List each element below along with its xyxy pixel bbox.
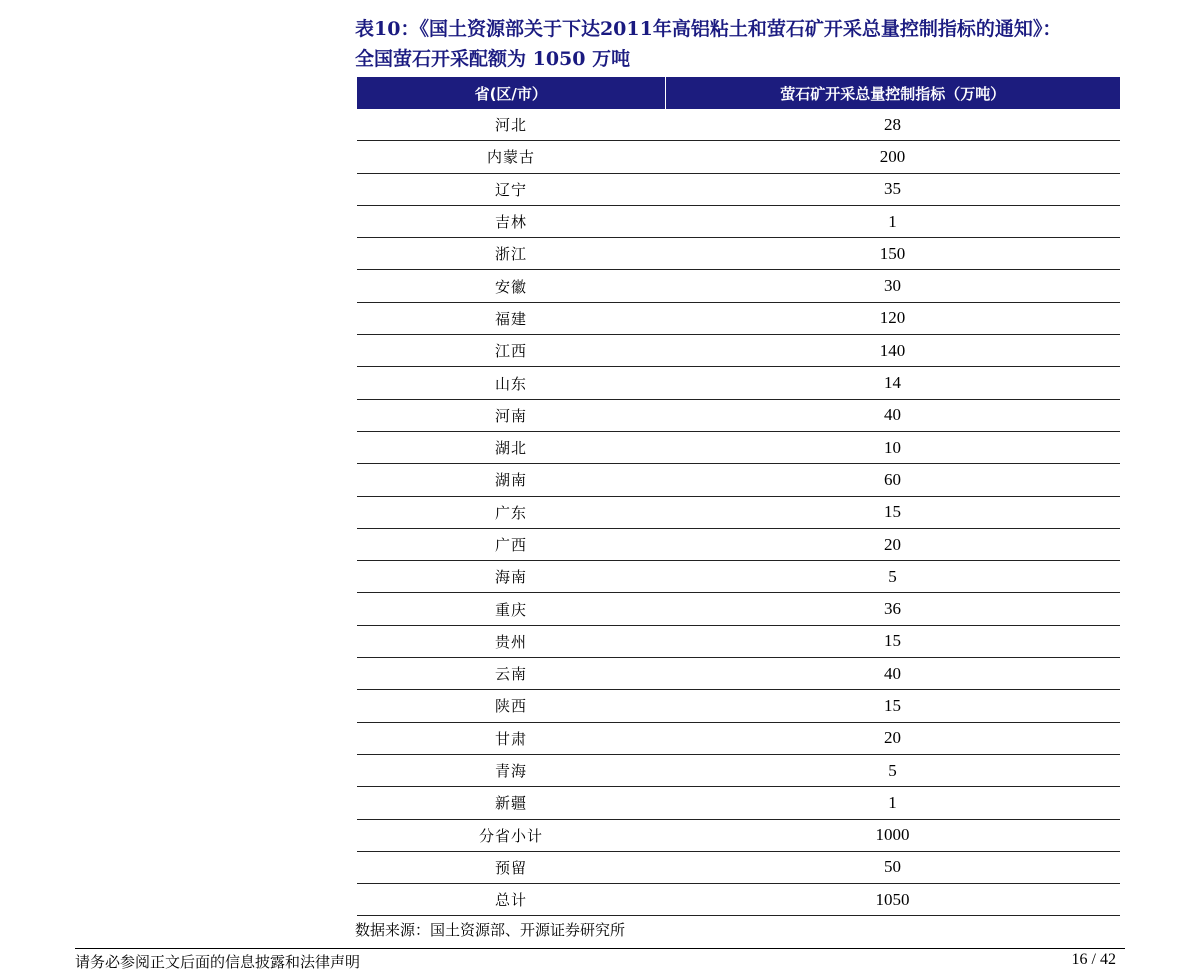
- quota-value-cell: 36: [665, 593, 1120, 625]
- quota-value-cell: 40: [665, 658, 1120, 690]
- table-row: [357, 173, 1120, 205]
- quota-table-container: [357, 77, 1120, 916]
- province-cell: 辽宁: [357, 173, 665, 205]
- table-row: [357, 528, 1120, 560]
- header-quota: 萤石矿开采总量控制指标（万吨）: [665, 77, 1120, 109]
- table-row: [357, 722, 1120, 754]
- quota-value-cell: 10: [665, 431, 1120, 463]
- province-cell: 广西: [357, 528, 665, 560]
- province-cell: 云南: [357, 658, 665, 690]
- table-row: [357, 658, 1120, 690]
- quota-value-cell: 15: [665, 690, 1120, 722]
- caption-line-2: 全国萤石开采配额为 1050 万吨: [355, 48, 631, 70]
- province-cell: 河南: [357, 399, 665, 431]
- province-cell: 贵州: [357, 625, 665, 657]
- table-row: [357, 431, 1120, 463]
- table-row: [357, 205, 1120, 237]
- province-cell: 山东: [357, 367, 665, 399]
- province-cell: 陕西: [357, 690, 665, 722]
- quota-value-cell: 140: [665, 335, 1120, 367]
- quota-table: [357, 77, 1120, 916]
- caption-line-1: 表10：《国土资源部关于下达2011年高铝粘土和萤石矿开采总量控制指标的通知》：: [355, 18, 1062, 40]
- quota-value-cell: 200: [665, 141, 1120, 173]
- table-row: [357, 819, 1120, 851]
- table-row: [357, 690, 1120, 722]
- table-row: [357, 561, 1120, 593]
- quota-value-cell: 1000: [665, 819, 1120, 851]
- footer-divider: [75, 948, 1125, 949]
- table-row: [357, 335, 1120, 367]
- province-cell: 重庆: [357, 593, 665, 625]
- quota-value-cell: 28: [665, 109, 1120, 141]
- quota-value-cell: 1: [665, 205, 1120, 237]
- province-cell: 海南: [357, 561, 665, 593]
- table-row: [357, 593, 1120, 625]
- table-row: [357, 884, 1120, 916]
- table-row: [357, 464, 1120, 496]
- province-cell: 总计: [357, 884, 665, 916]
- quota-value-cell: 35: [665, 173, 1120, 205]
- province-cell: 河北: [357, 109, 665, 141]
- province-cell: 吉林: [357, 205, 665, 237]
- province-cell: 内蒙古: [357, 141, 665, 173]
- table-caption: [355, 14, 1135, 74]
- table-row: [357, 754, 1120, 786]
- table-row: [357, 270, 1120, 302]
- quota-value-cell: 50: [665, 851, 1120, 883]
- table-row: [357, 302, 1120, 334]
- footer-disclaimer: 请务必参阅正文后面的信息披露和法律声明: [75, 953, 361, 971]
- table-row: [357, 141, 1120, 173]
- table-row: [357, 787, 1120, 819]
- quota-value-cell: 20: [665, 722, 1120, 754]
- province-cell: 福建: [357, 302, 665, 334]
- province-cell: 安徽: [357, 270, 665, 302]
- province-cell: 江西: [357, 335, 665, 367]
- quota-value-cell: 15: [665, 496, 1120, 528]
- table-row: [357, 367, 1120, 399]
- quota-value-cell: 20: [665, 528, 1120, 560]
- province-cell: 湖北: [357, 431, 665, 463]
- quota-value-cell: 5: [665, 561, 1120, 593]
- data-source-note: 数据来源：国土资源部、开源证券研究所: [355, 921, 626, 939]
- quota-value-cell: 40: [665, 399, 1120, 431]
- quota-value-cell: 5: [665, 754, 1120, 786]
- table-row: [357, 399, 1120, 431]
- province-cell: 青海: [357, 754, 665, 786]
- table-row: [357, 625, 1120, 657]
- quota-value-cell: 150: [665, 238, 1120, 270]
- province-cell: 浙江: [357, 238, 665, 270]
- province-cell: 分省小计: [357, 819, 665, 851]
- quota-value-cell: 15: [665, 625, 1120, 657]
- table-row: [357, 496, 1120, 528]
- table-header-row: [357, 77, 1120, 109]
- table-row: [357, 109, 1120, 141]
- quota-value-cell: 14: [665, 367, 1120, 399]
- table-row: [357, 238, 1120, 270]
- table-row: [357, 851, 1120, 883]
- quota-value-cell: 1050: [665, 884, 1120, 916]
- province-cell: 湖南: [357, 464, 665, 496]
- province-cell: 广东: [357, 496, 665, 528]
- table-body: [357, 109, 1120, 916]
- province-cell: 甘肃: [357, 722, 665, 754]
- province-cell: 预留: [357, 851, 665, 883]
- page-number: 16 / 42: [1071, 951, 1116, 968]
- header-province: 省(区/市）: [357, 77, 665, 109]
- quota-value-cell: 1: [665, 787, 1120, 819]
- quota-value-cell: 60: [665, 464, 1120, 496]
- quota-value-cell: 120: [665, 302, 1120, 334]
- quota-value-cell: 30: [665, 270, 1120, 302]
- province-cell: 新疆: [357, 787, 665, 819]
